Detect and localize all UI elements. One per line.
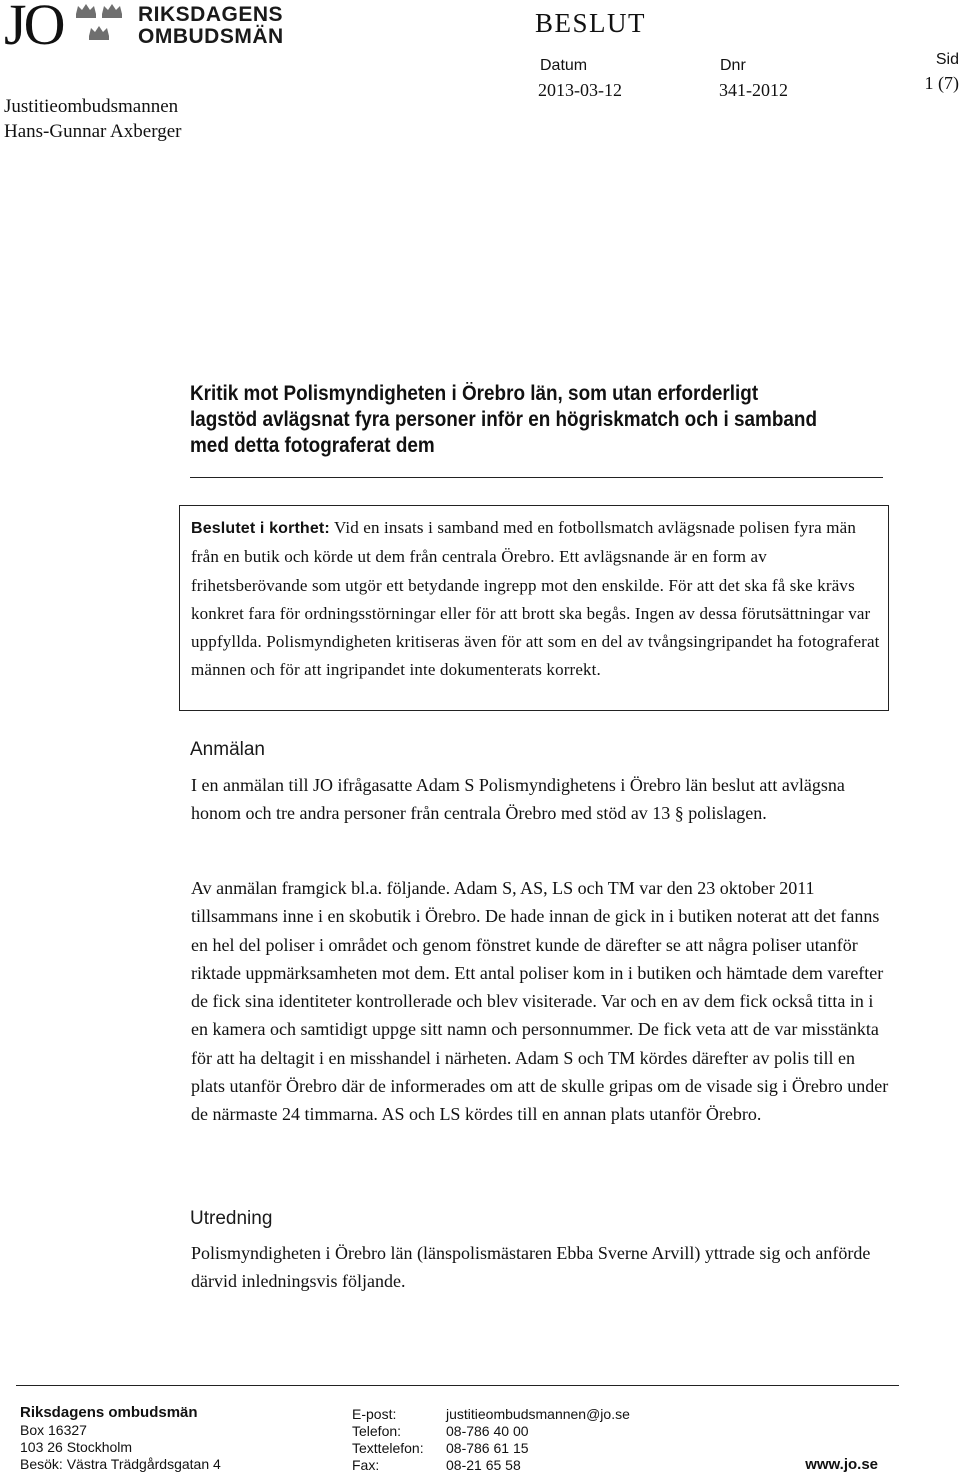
- footer-box: Box 16327: [20, 1422, 87, 1438]
- logo-wordmark: [138, 4, 284, 48]
- section-heading-anmalan: Anmälan: [190, 739, 265, 760]
- paragraph: Av anmälan framgick bl.a. följande. Adam S, AS, LS och TM var den 23 oktober 2011 tillsammans inne i en skobutik i Örebro. De hade innan de gick in i butiken noterat att det fanns en hel del poliser i området och genom fönstret kunde de därefter se att några poliser utanför riktade uppmärksamheten mot dem. Ett antal poliser kom in i butiken och hämtade dem varefter de fick sina identiteter kontrollerade och blev visiterade. Var och en av dem fick också titta in i en kamera och samtidigt uppge sitt namn och personnummer. De fick veta att de var misstänkta för att ha deltagit i en misshandel i närheten. Adam S och TM kördes därefter av polis till en plats utanför Örebro där de informerades om att de skulle gripas om de visade sig i Örebro under de närmaste 24 timmarna. AS och LS kördes till en annan plats utanför Örebro.: [191, 878, 889, 1125]
- summary-text: [191, 514, 881, 685]
- paragraph: I en anmälan till JO ifrågasatte Adam S Polismyndighetens i Örebro län beslut att avlägsna honom och tre andra personer från centrala Örebro med stöd av 13 § polislagen.: [191, 775, 845, 824]
- document-type: BESLUT: [535, 8, 647, 38]
- footer-email-label: E-post:: [352, 1406, 397, 1422]
- footer-textphone-label: Texttelefon:: [352, 1440, 424, 1456]
- summary-lead: Beslutet i korthet:: [191, 520, 330, 537]
- summary-body: Vid en insats i samband med en fotbollsmatch avlägsnade polisen fyra män från en butik och körde ut dem från centrala Örebro. Ett avlägsnande är en form av frihetsberövande som utgör ett betydande ingrepp mot den enskilde. För att det ska få ske krävs konkret fara för ordningsstörningar eller för att brott ska begås. Ingen av dessa förutsättningar var uppfyllda. Polismyndigheten kritiseras även för att som en del av tvångsingripandet ha fotograferat männen och för att ingripandet inte dokumenterats korrekt.: [191, 518, 880, 680]
- sid-label: Sid: [935, 51, 959, 68]
- footer-textphone-value: 08-786 61 15: [446, 1440, 529, 1456]
- footer-postal-address: 103 26 Stockholm: [20, 1439, 133, 1455]
- footer-phone-value: 08-786 40 00: [446, 1423, 529, 1439]
- footer-website-link[interactable]: www.jo.se: [805, 1456, 878, 1473]
- title-divider: [190, 477, 883, 478]
- datum-value: 2013-03-12: [538, 80, 622, 100]
- author-name: Hans-Gunnar Axberger: [4, 121, 182, 142]
- footer-fax-label: Fax:: [352, 1457, 380, 1473]
- sid-value: 1 (7): [924, 73, 959, 93]
- decision-title: Kritik mot Polismyndigheten i Örebro län, som utan erforderligt lagstöd avlägsnat fyra personer inför en högriskmatch och i samband med detta fotograferat dem: [190, 382, 818, 457]
- crowns-logo-icon: [72, 2, 132, 48]
- logo-jo-letters: JO: [4, 0, 63, 57]
- dnr-value: 341-2012: [719, 80, 788, 100]
- footer-phone-label: Telefon:: [352, 1423, 402, 1439]
- author-role: Justitieombudsmannen: [4, 96, 179, 117]
- dnr-label: Dnr: [720, 57, 746, 74]
- section-heading-utredning: Utredning: [190, 1208, 273, 1229]
- footer-email-link[interactable]: justitieombudsmannen@jo.se: [446, 1406, 630, 1422]
- logo-line-2: OMBUDSMÄN: [138, 25, 284, 48]
- datum-label: Datum: [540, 57, 588, 74]
- logo-line-1: RIKSDAGENS: [138, 3, 284, 26]
- footer-org-name: Riksdagens ombudsmän: [20, 1404, 198, 1421]
- footer-visit-address: Besök: Västra Trädgårdsgatan 4: [20, 1456, 221, 1472]
- footer-divider: [16, 1385, 899, 1386]
- footer-fax-value: 08-21 65 58: [446, 1457, 521, 1473]
- paragraph: Polismyndigheten i Örebro län (länspolismästaren Ebba Sverne Arvill) yttrade sig och anförde därvid inledningsvis följande.: [191, 1243, 871, 1292]
